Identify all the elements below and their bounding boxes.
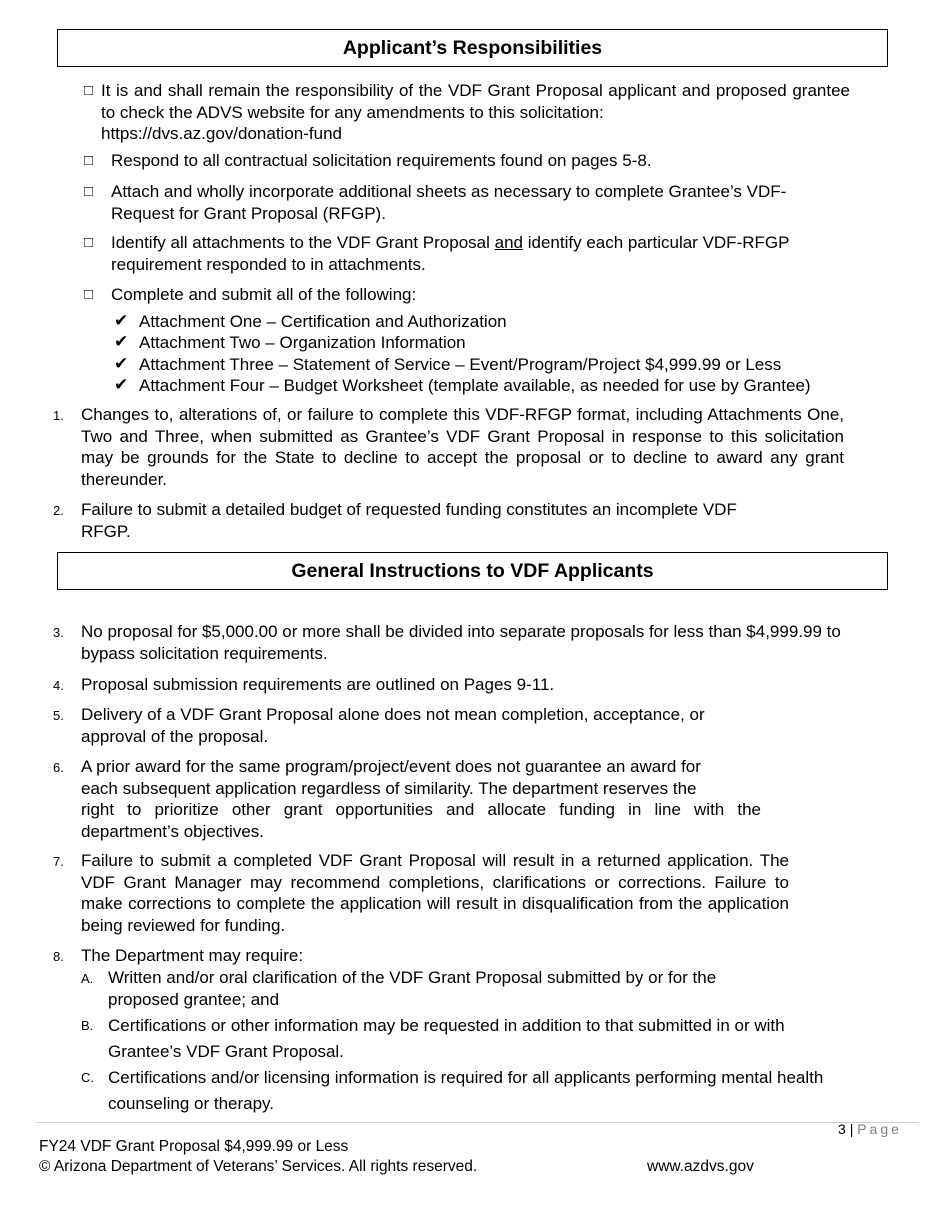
- checkbox-icon: □: [84, 82, 94, 99]
- sub-item-a: [108, 967, 888, 1010]
- numbered-item-7: Failure to submit a completed VDF Grant Proposal will result in a returned application. The VDF Grant Manager may recommend completions, clarifications or corrections. Failure to make corrections to complete the application will result in disqualification from the application being reviewed for funding.: [81, 851, 789, 935]
- footer-doc-title: FY24 VDF Grant Proposal $4,999.99 or Less: [39, 1138, 349, 1155]
- sub-b-line-2: Grantee’s VDF Grant Proposal.: [108, 1042, 344, 1061]
- applicants-responsibilities-heading: Applicant’s Responsibilities: [57, 29, 888, 67]
- attachment-item: Attachment Three – Statement of Service – Event/Program/Project $4,999.99 or Less: [139, 355, 782, 374]
- identify-and-underlined: and: [494, 233, 524, 252]
- identify-text-a: Identify all attachments to the VDF Grant Proposal: [111, 233, 490, 252]
- numbered-item-5: [81, 704, 881, 747]
- item-number: 8.: [53, 949, 64, 964]
- checkbox-item-respond: Respond to all contractual solicitation requirements found on pages 5-8.: [111, 151, 652, 170]
- sub-c-line-1: Certifications and/or licensing information is required for all applicants performing mental health: [108, 1068, 824, 1087]
- checkbox-icon: □: [84, 286, 94, 303]
- amendments-url-text: https://dvs.az.gov/donation-fund: [101, 124, 342, 143]
- item-6-line-1: A prior award for the same program/project/event does not guarantee an award for: [81, 757, 701, 776]
- numbered-item-1: Changes to, alterations of, or failure to complete this VDF-RFGP format, including Attachments One, Two and Three, when submitted as Grantee’s VDF Grant Proposal in response to this solicitation may be grounds for the State to decline to accept the proposal or to decline to award any grant thereunder.: [81, 405, 844, 489]
- item-3-line-2: bypass solicitation requirements.: [81, 643, 328, 663]
- sub-c-line-2: counseling or therapy.: [108, 1094, 275, 1113]
- item-number: 2.: [53, 503, 64, 518]
- numbered-item-2: [81, 499, 851, 542]
- item-3-line-1: No proposal for $5,000.00 or more shall be divided into separate proposals for less than $4,999.99 to: [81, 622, 841, 641]
- general-instructions-heading: General Instructions to VDF Applicants: [57, 552, 888, 590]
- item-number: 3.: [53, 625, 64, 640]
- sub-item-b: [108, 1013, 908, 1065]
- item-number: 4.: [53, 678, 64, 693]
- check-icon: ✔: [114, 311, 129, 330]
- numbered-item-3: [81, 621, 941, 664]
- sub-a-line-2: proposed grantee; and: [108, 989, 280, 1009]
- checkbox-icon: □: [84, 183, 94, 200]
- checkbox-icon: □: [84, 234, 94, 251]
- amendments-text: It is and shall remain the responsibility of the VDF Grant Proposal applicant and proposed grantee to check the ADVS website for any amendments to this solicitation:: [101, 81, 850, 122]
- attach-line-1: Attach and wholly incorporate additional sheets as necessary to complete Grantee’s VDF-: [111, 182, 787, 201]
- checkbox-icon: □: [84, 152, 94, 169]
- attachment-item: Attachment Two – Organization Information: [139, 333, 466, 352]
- sub-b-line-1: Certifications or other information may be requested in addition to that submitted in or with: [108, 1016, 785, 1035]
- identify-text-b: identify each particular VDF-RFGP: [527, 233, 790, 252]
- checkbox-item-amendments: [101, 80, 850, 145]
- item-6-rest: right to prioritize other grant opportunities and allocate funding in line with the department’s objectives.: [81, 800, 761, 841]
- item-5-line-1: Delivery of a VDF Grant Proposal alone does not mean completion, acceptance, or: [81, 705, 705, 724]
- attachment-item: Attachment One – Certification and Authorization: [139, 312, 507, 331]
- identify-line-2: requirement responded to in attachments.: [111, 254, 426, 274]
- sub-item-letter: A.: [81, 971, 94, 986]
- item-5-line-2: approval of the proposal.: [81, 726, 269, 746]
- check-icon: ✔: [114, 375, 129, 394]
- item-2-line-2: RFGP.: [81, 521, 131, 541]
- numbered-item-4: Proposal submission requirements are outlined on Pages 9-11.: [81, 675, 555, 694]
- attachment-item: Attachment Four – Budget Worksheet (template available, as needed for use by Grantee): [139, 376, 811, 395]
- footer-copyright: © Arizona Department of Veterans’ Services. All rights reserved.: [39, 1158, 478, 1175]
- item-number: 7.: [53, 854, 64, 869]
- numbered-item-8: The Department may require:: [81, 946, 304, 965]
- checkbox-item-attach: [111, 181, 871, 224]
- page-separator: |: [849, 1121, 854, 1137]
- page-label: Page: [857, 1121, 902, 1137]
- item-2-line-1: Failure to submit a detailed budget of requested funding constitutes an incomplete VDF: [81, 500, 737, 519]
- item-number: 6.: [53, 760, 64, 775]
- sub-item-c: [108, 1065, 908, 1117]
- checkbox-item-identify: [111, 232, 891, 275]
- identify-line-1: [111, 232, 891, 254]
- check-icon: ✔: [114, 354, 129, 373]
- attach-line-2: Request for Grant Proposal (RFGP).: [111, 203, 386, 223]
- sub-item-letter: C.: [81, 1070, 94, 1085]
- page-number-value: 3: [838, 1121, 846, 1137]
- item-6-line-2: each subsequent application regardless of similarity. The department reserves the: [81, 778, 697, 798]
- footer-divider: [36, 1122, 918, 1123]
- numbered-item-6: [81, 756, 761, 842]
- sub-item-letter: B.: [81, 1018, 94, 1033]
- footer-website: www.azdvs.gov: [647, 1158, 754, 1175]
- item-number: 1.: [53, 408, 64, 423]
- sub-a-line-1: Written and/or oral clarification of the VDF Grant Proposal submitted by or for the: [108, 968, 717, 987]
- page-number: [838, 1121, 902, 1137]
- check-icon: ✔: [114, 332, 129, 351]
- item-number: 5.: [53, 708, 64, 723]
- checkbox-item-complete: Complete and submit all of the following:: [111, 285, 417, 304]
